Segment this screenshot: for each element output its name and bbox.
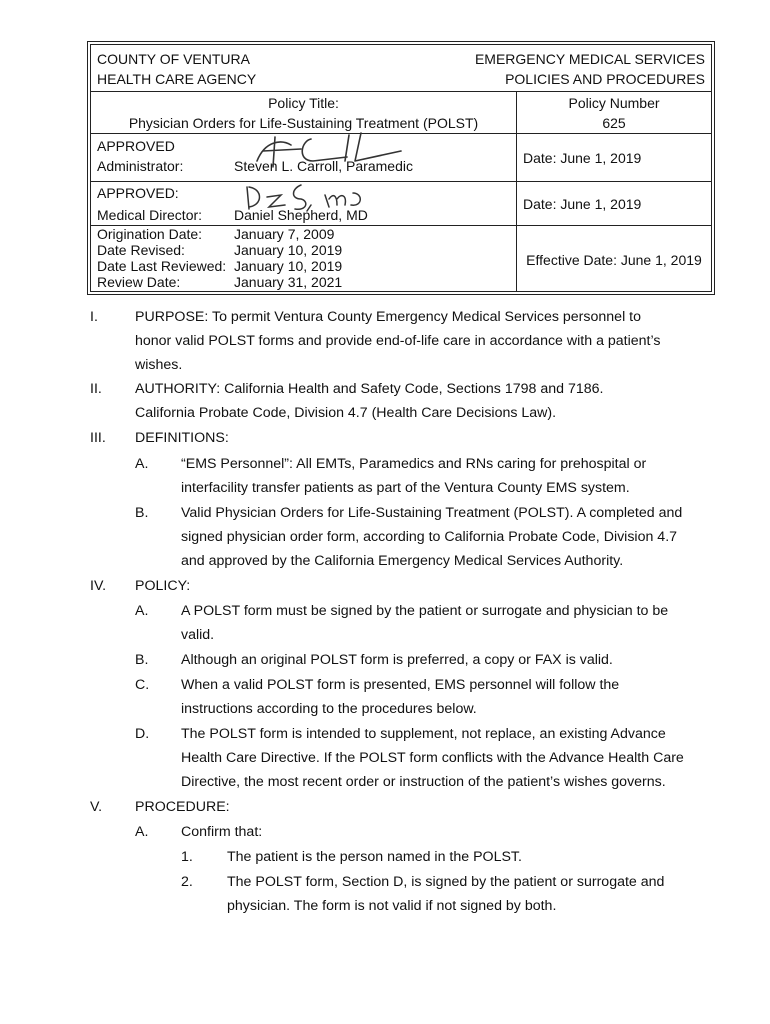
org-name-line1: COUNTY OF VENTURA — [97, 51, 250, 67]
admin-name: Steven L. Carroll, Paramedic — [234, 158, 413, 174]
purpose-line-2: honor valid POLST forms and provide end-of-life care in accordance with a patient’s — [135, 333, 661, 349]
section-number-5: V. — [90, 799, 103, 815]
procedure-a-letter: A. — [135, 824, 149, 840]
effective-date: Effective Date: June 1, 2019 — [526, 252, 702, 268]
admin-label: Administrator: — [97, 158, 184, 174]
policy-d-letter: D. — [135, 726, 150, 742]
procedure-a2-number: 2. — [181, 874, 193, 890]
md-approval-date: Date: June 1, 2019 — [523, 196, 642, 212]
policy-b-letter: B. — [135, 652, 149, 668]
date-value-2: January 10, 2019 — [234, 258, 343, 274]
policy-header-table — [90, 44, 712, 292]
policy-d-line-3: Directive, the most recent order or instruction of the patient’s wishes governs. — [181, 774, 666, 790]
section-number-2: II. — [90, 381, 102, 397]
policy-title: Physician Orders for Life-Sustaining Treatment (POLST) — [128, 115, 479, 131]
policy-heading: POLICY: — [135, 578, 191, 594]
policy-c-letter: C. — [135, 677, 150, 693]
purpose-line-3: wishes. — [135, 357, 183, 373]
policy-d-line-1: The POLST form is intended to supplement, not replace, an existing Advance — [181, 726, 666, 742]
section-number-1: I. — [90, 309, 98, 325]
date-label-3: Review Date: — [97, 274, 181, 290]
policy-c-line-1: When a valid POLST form is presented, EMS personnel will follow the — [181, 677, 620, 693]
definition-a-line-2: interfacility transfer patients as part of the Ventura County EMS system. — [181, 480, 630, 496]
md-label: Medical Director: — [97, 207, 203, 223]
approved-label-admin: APPROVED — [97, 138, 175, 154]
approved-label-md: APPROVED: — [97, 185, 179, 201]
definitions-heading: DEFINITIONS: — [135, 430, 229, 446]
org-name-line2: HEALTH CARE AGENCY — [97, 71, 257, 87]
procedure-a2-line-2: physician. The form is not valid if not signed by both. — [227, 898, 557, 914]
section-number-3: III. — [90, 430, 106, 446]
date-label-2: Date Last Reviewed: — [97, 258, 227, 274]
policy-a-line-2: valid. — [181, 627, 215, 643]
definition-a-letter: A. — [135, 456, 149, 472]
procedure-a-line-1: Confirm that: — [181, 824, 263, 840]
procedure-a1-number: 1. — [181, 849, 193, 865]
policy-a-letter: A. — [135, 603, 149, 619]
admin-approval-date: Date: June 1, 2019 — [523, 150, 642, 166]
procedure-heading: PROCEDURE: — [135, 799, 230, 815]
admin-signature — [251, 131, 421, 173]
policy-c-line-2: instructions according to the procedures below. — [181, 701, 477, 717]
dept-name-line2: POLICIES AND PROCEDURES — [505, 71, 705, 87]
policy-title-label: Policy Title: — [268, 95, 339, 111]
procedure-a1-line-1: The patient is the person named in the POLST. — [227, 849, 522, 865]
definition-a-line-1: “EMS Personnel”: All EMTs, Paramedics and RNs caring for prehospital or — [181, 456, 647, 472]
md-name: Daniel Shepherd, MD — [234, 207, 368, 223]
section-number-4: IV. — [90, 578, 107, 594]
date-value-0: January 7, 2009 — [234, 226, 335, 242]
procedure-a2-line-1: The POLST form, Section D, is signed by the patient or surrogate and — [227, 874, 665, 890]
date-label-1: Date Revised: — [97, 242, 185, 258]
md-signature — [241, 181, 391, 215]
authority-line-2: California Probate Code, Division 4.7 (Health Care Decisions Law). — [135, 405, 557, 421]
dept-name-line1: EMERGENCY MEDICAL SERVICES — [474, 51, 705, 67]
date-label-0: Origination Date: — [97, 226, 203, 242]
definition-b-letter: B. — [135, 505, 149, 521]
date-value-1: January 10, 2019 — [234, 242, 343, 258]
policy-a-line-1: A POLST form must be signed by the patient or surrogate and physician to be — [181, 603, 669, 619]
policy-b-line-1: Although an original POLST form is preferred, a copy or FAX is valid. — [181, 652, 613, 668]
policy-number-label: Policy Number — [568, 95, 660, 111]
definition-b-line-1: Valid Physician Orders for Life-Sustaining Treatment (POLST). A completed and — [181, 505, 683, 521]
policy-number: 625 — [602, 115, 626, 131]
purpose-line-1: PURPOSE: To permit Ventura County Emergency Medical Services personnel to — [135, 309, 641, 325]
definition-b-line-2: signed physician order form, according to California Probate Code, Division 4.7 — [181, 529, 678, 545]
authority-line-1: AUTHORITY: California Health and Safety Code, Sections 1798 and 7186. — [135, 381, 604, 397]
definition-b-line-3: and approved by the California Emergency Medical Services Authority. — [181, 553, 624, 569]
date-value-3: January 31, 2021 — [234, 274, 343, 290]
policy-d-line-2: Health Care Directive. If the POLST form conflicts with the Advance Health Care — [181, 750, 684, 766]
